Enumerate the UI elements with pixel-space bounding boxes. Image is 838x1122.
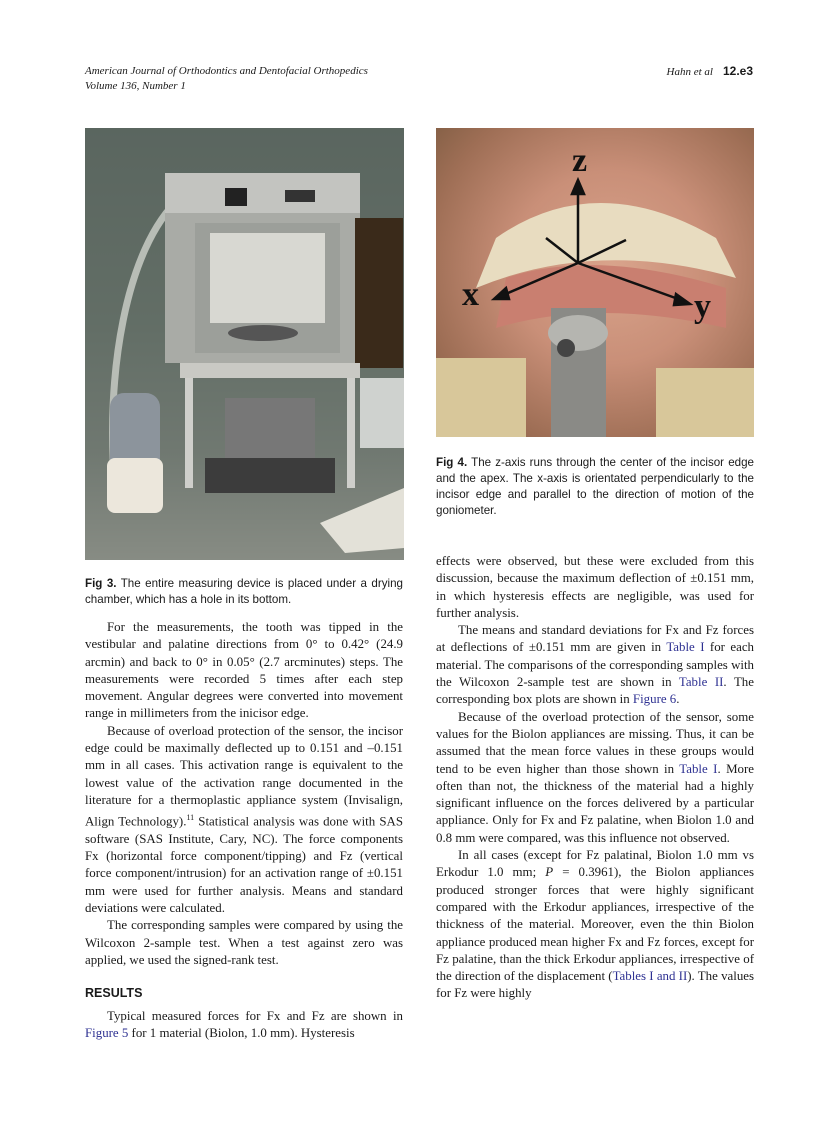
text: ). The values for Fz were highly [436,969,755,1001]
journal-volume: Volume 136, Number 1 [85,80,186,92]
table-1-link[interactable]: Table I [679,761,718,776]
text: The means and standard deviations for Fx and Fz forces at deflections of ±0.151 mm are given in [436,623,754,655]
table-1-link[interactable]: Table I [666,640,705,655]
fig3-caption [85,576,403,608]
text: Because of the overload protection of the sensor, some values for the Biolon appliances are missing. Thus, it can be assumed that the mean force values in these groups would tend to be even higher than those shown in [436,709,754,776]
left-column [85,619,403,1042]
paragraph [85,1008,403,1043]
running-header-right [667,64,753,80]
citation[interactable]: 11 [186,813,195,823]
paragraph [436,622,754,708]
text: In all cases (except for Fz palatinal, Biolon 1.0 mm vs Erkodur 1.0 mm; [436,848,754,880]
x-axis-label: x [462,276,479,313]
fig4-caption-text: The z-axis runs through the center of the incisor edge and the apex. The x-axis is orientated perpendicularly to the incisor edge and parallel to the direction of motion of the goniometer. [436,456,754,517]
text: Typical measured forces for Fx and Fz are shown in [107,1008,403,1023]
text: for each material. The comparisons of the corresponding samples with the Wilcoxon 2-sample test are shown in [436,640,754,690]
fig4-caption [436,455,754,519]
fig3-caption-text: The entire measuring device is placed under a drying chamber, which has a hole in its bottom. [85,577,404,606]
paragraph [436,709,754,847]
p-value-symbol: P [545,865,554,880]
y-axis-label: y [694,288,711,325]
paragraph [436,847,754,1003]
text: . [676,692,680,707]
authors: Hahn et al [666,66,713,78]
text: . The corresponding box plots are shown in [436,675,754,707]
paragraph: For the measurements, the tooth was tipped in the vestibular and palatine directions from 0° to 0.42° (24.9 arcmin) and back to 0° in 0.05° (2.7 arcminutes) steps. The measurements were recorded 5 times after each step movement. Angular degrees were converted into movement range in millimeters from the inicisor edge. [85,620,403,721]
fig3-photo [85,128,404,560]
text: for 1 material (Biolon, 1.0 mm). Hysteresis [128,1025,355,1040]
figure-5-link[interactable]: Figure 5 [85,1025,129,1040]
text: Because of overload protection of the sensor, the incisor edge could be maximally deflected up to 0.151 and –0.151 mm in all cases. This activation range is equivalent to the lowest value of the activation range documented in the literature for a thermoplastic appliance system (Invisalign, Align Technology). [85,723,403,829]
paragraph: effects were observed, but these were excluded from this discussion, because the maximum deflection of ±0.151 mm, in which hysteresis effects are negligible, was used for further analysis. [436,554,754,620]
running-header-left [85,64,368,94]
journal-title: American Journal of Orthodontics and Dentofacial Orthopedics [85,65,368,77]
tables-link[interactable]: Tables I and II [612,969,688,984]
paragraph [85,723,403,918]
table-2-link[interactable]: Table II [678,675,724,690]
fig4-label: Fig 4. [436,456,468,469]
fig4-photo [436,128,754,437]
figure-6-link[interactable]: Figure 6 [632,692,677,707]
fig3-label: Fig 3. [85,577,117,590]
page-number: 12.e3 [722,64,753,78]
text: Statistical analysis was done with SAS software (SAS Institute, Cary, NC). The force components Fx (horizontal force component/tipping) and Fz (vertical force component/intrusion) for an activation range of ±0.151 mm were used for further analysis. Means and standard deviations were calculated. [85,814,403,916]
text: . More often than not, the thickness of the material had a highly significant influence on the forces delivered by a particular appliance. Only for Fx and Fz palatine, when Biolon 1.0 and 0.8 mm were compared, was this influence not observed. [436,761,754,845]
right-column [436,553,754,1003]
z-axis-label: z [572,142,588,179]
text: = 0.3961), the Biolon appliances produced stronger forces that were highly significant compared with the Erkodur appliances, irrespective of the thickness of the material. Moreover, even the thin Biolon appliance produced mean higher Fx and Fz forces, except for Fz palatine, than the thick Erkodur appliances, irrespective of the direction of the displacement ( [436,865,754,984]
paragraph: The corresponding samples were compared by using the Wilcoxon 2-sample test. When a test against zero was applied, we used the signed-rank test. [85,918,403,967]
section-heading-results: RESULTS [85,986,143,1001]
